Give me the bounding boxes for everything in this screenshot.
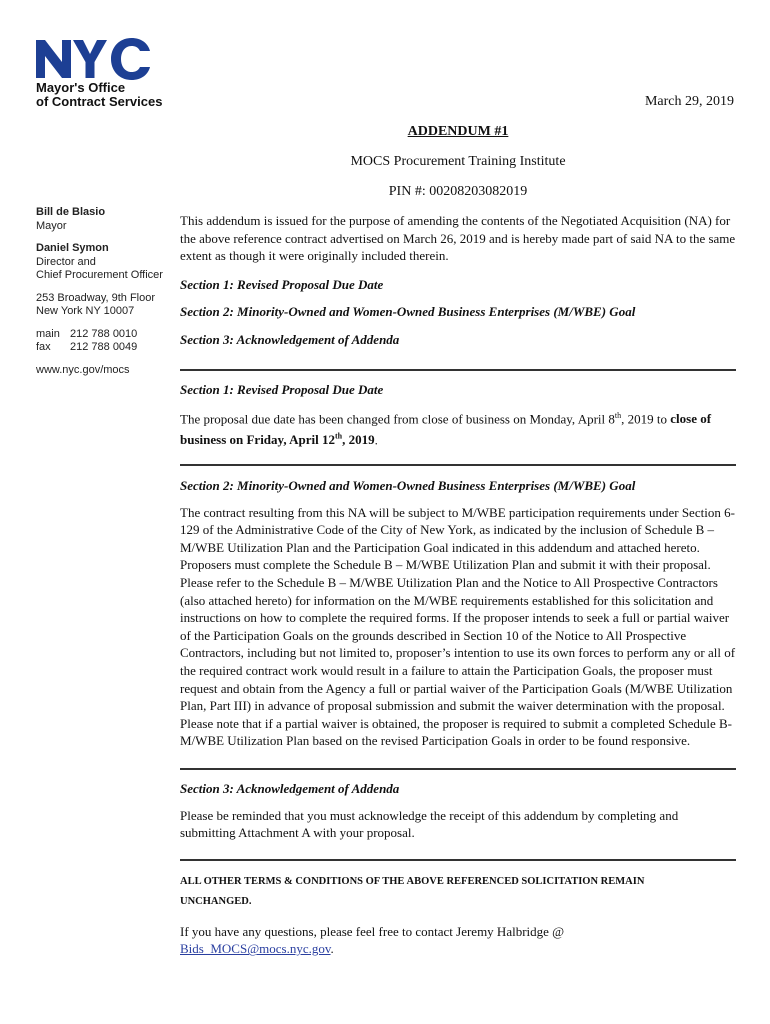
- fax-number: 212 788 0049: [70, 341, 138, 353]
- contact-email-link[interactable]: Bids_MOCS@mocs.nyc.gov: [180, 941, 331, 957]
- section-1-bold-a: close of business on Friday, April 12: [180, 411, 712, 448]
- unchanged-notice-line-1: ALL OTHER TERMS & CONDITIONS OF THE ABOVE REFERENCED SOLICITATION REMAIN: [180, 875, 645, 887]
- toc-item-section-2: Section 2: Minority-Owned and Women-Owned Business Enterprises (M/WBE) Goal: [180, 304, 636, 320]
- director-title-line-2: Chief Procurement Officer: [36, 269, 163, 281]
- unchanged-notice-line-2: UNCHANGED.: [180, 896, 252, 908]
- office-name-line-1: Mayor's Office: [36, 80, 126, 95]
- contact-paragraph: [180, 923, 736, 958]
- address-line-1: 253 Broadway, 9th Floor: [36, 291, 156, 304]
- section-1-sup-a: th: [614, 411, 622, 421]
- office-name-line-2: of Contract Services: [36, 94, 163, 109]
- section-1-sup-b: th: [334, 432, 343, 442]
- section-1-heading: Section 1: Revised Proposal Due Date: [180, 381, 384, 397]
- nyc-logo: [36, 34, 152, 80]
- toc-item-section-3: Section 3: Acknowledgement of Addenda: [180, 331, 400, 347]
- section-divider: [180, 768, 736, 770]
- section-divider: [180, 369, 736, 371]
- address-line-2: New York NY 10007: [36, 305, 135, 317]
- sidebar-contact-info: [36, 206, 171, 377]
- section-divider: [180, 859, 736, 861]
- contact-end: .: [330, 941, 334, 957]
- section-1-text-b: , 2019 to: [621, 411, 671, 427]
- section-1-end: .: [374, 432, 378, 448]
- section-2-heading: Section 2: Minority-Owned and Women-Owned Business Enterprises (M/WBE) Goal: [180, 478, 636, 493]
- intro-paragraph: This addendum is issued for the purpose of amending the contents of the Negotiated Acquisition (NA) for the above reference contract advertised on March 26, 2019 and is hereby made part of said NA to the same extent as though it were originally included therein.: [180, 213, 736, 264]
- director-name: Daniel Symon: [36, 242, 109, 254]
- toc-item-section-1: Section 1: Revised Proposal Due Date: [180, 276, 384, 292]
- section-1-text: [180, 407, 736, 449]
- website-link[interactable]: www.nyc.gov/mocs: [36, 363, 130, 376]
- section-1-text-a: The proposal due date has been changed from close of business on Monday, April 8: [180, 411, 615, 427]
- letter-date: March 29, 2019: [644, 94, 734, 109]
- phone-row: [36, 328, 171, 342]
- office-name: [36, 81, 162, 109]
- section-3-body: Please be reminded that you must acknowledge the receipt of this addendum by completing and submitting Attachment A with your proposal.: [180, 807, 679, 841]
- phone-label: main: [36, 327, 60, 340]
- section-2-body: The contract resulting from this NA will be subject to M/WBE participation requirements under Section 6-129 of the Administrative Code of the City of New York, as indicated by the inclusion of Schedule B – M/WBE Utilization Plan and the Participation Goal indicated in this addendum and attached hereto. Proposers must complete the Schedule B – M/WBE Utilization Plan and submit it with their proposal. Please refer to the Schedule B – M/WBE Utilization Plan and the Notice to All Prospective Contractors (also attached hereto) for information on the M/WBE requirements established for this solicitation and instructions on how to complete the required forms. If the proposer intends to seek a full or partial waiver of the Participation Goals on the grounds described in Section 10 of the Notice to All Prospective Contractors, including but not limited to, proposer’s intention to use its own forces to perform any or all of the required contract work would result in a failure to attain the Participation Goals, the proposer must request and obtain from the Agency a full or partial waiver of the Participation Goals (M/WBE Utilization Plan, Part III) in advance of proposal submission and submit the waiver determination with the proposal. Please note that if a partial waiver is obtained, the proposer is required to submit a completed Schedule B-M/WBE Utilization Plan based on the revised Participation Goals in order to be found responsive.: [180, 504, 736, 749]
- section-3-heading: Section 3: Acknowledgement of Addenda: [180, 780, 400, 796]
- addendum-body: [180, 212, 736, 958]
- mayor-title: Mayor: [36, 219, 67, 232]
- pin-number: PIN #: 00208203082019: [388, 184, 528, 199]
- fax-label: fax: [36, 341, 51, 353]
- fax-row: [36, 341, 171, 355]
- section-1-bold-b: , 2019: [342, 432, 375, 448]
- director-title-line-1: Director and: [36, 255, 96, 268]
- contact-text: If you have any questions, please feel free to contact Jeremy Halbridge @: [180, 923, 565, 939]
- page-subtitle: MOCS Procurement Training Institute: [350, 154, 566, 169]
- mayor-name: Bill de Blasio: [36, 206, 106, 218]
- section-divider: [180, 464, 736, 466]
- page-title: ADDENDUM #1: [407, 124, 509, 139]
- phone-number: 212 788 0010: [70, 327, 138, 340]
